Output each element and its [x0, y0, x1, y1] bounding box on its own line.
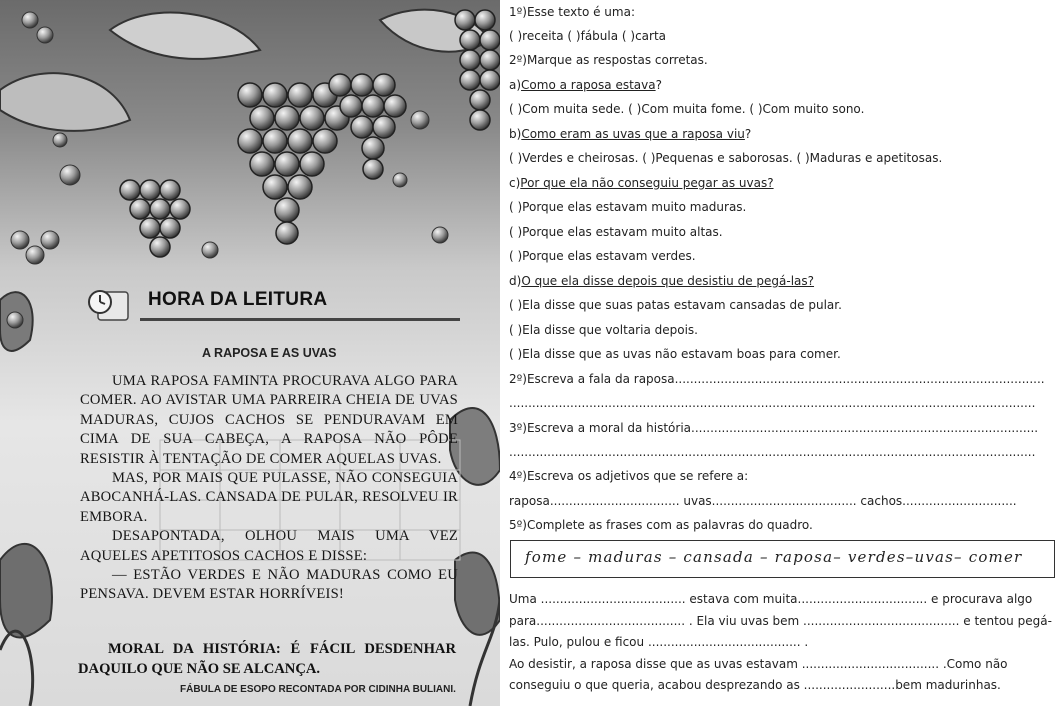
question-2b — [509, 127, 751, 141]
question-2b-options: ( )Verdes e cheirosas. ( )Pequenas e saborosas. ( )Maduras e apetitosas. — [509, 151, 943, 165]
question-2d-prefix: d) — [509, 274, 522, 288]
story-credit: FÁBULA DE ESOPO RECONTADA POR CIDINHA BULIANI. — [180, 684, 456, 695]
word-box-text: fome – maduras – cansada – raposa– verdes–uvas– comer — [525, 548, 1023, 566]
word-box — [510, 540, 1055, 578]
question-2a-options: ( )Com muita sede. ( )Com muita fome. ( )Com muito sono. — [509, 102, 865, 116]
question-3-answer-line: .......................................................................................................................................... — [509, 396, 1036, 410]
fill-in-line-3: las. Pulo, pulou e ficou ........................................ . — [509, 635, 809, 649]
story-moral: MORAL DA HISTÓRIA: É FÁCIL DESDENHAR DAQUILO QUE NÃO SE ALCANÇA. — [78, 641, 456, 677]
fill-in-line-1: Uma ...................................... estava com muita.................................. e procurava algo — [509, 592, 1033, 606]
question-1-options: ( )receita ( )fábula ( )carta — [509, 29, 667, 43]
question-4-answer-line: .......................................................................................................................................... — [509, 445, 1036, 459]
story-text — [80, 372, 458, 605]
worksheet — [500, 0, 1062, 706]
question-2c-option-2: ( )Porque elas estavam muito altas. — [509, 225, 723, 239]
question-3: 2º)Escreva a fala da raposa................................................................................................. — [509, 372, 1045, 386]
question-2: 2º)Marque as respostas corretas. — [509, 53, 708, 67]
story-paragraph-1: UMA RAPOSA FAMINTA PROCURAVA ALGO PARA COMER. AO AVISTAR UMA PARREIRA CHEIA DE UVAS MADURAS, CUJOS CACHOS SE PENDURAVAM EM CIMA DE SUA CABEÇA, A RAPOSA NÃO PÔDE RESISTIR À TENTAÇÃO DE COMER AQUELAS UVAS. — [80, 373, 458, 467]
question-2b-text: Como eram as uvas que a raposa viu — [521, 127, 745, 141]
fill-in-line-2: para....................................... . Ela viu uvas bem ......................................... e tentou pegá- — [509, 614, 1052, 628]
question-2d-option-1: ( )Ela disse que suas patas estavam cansadas de pular. — [509, 298, 842, 312]
question-2c-prefix: c) — [509, 176, 521, 190]
question-2c-option-3: ( )Porque elas estavam verdes. — [509, 249, 696, 263]
section-title-rule — [140, 318, 460, 321]
question-2d — [509, 274, 814, 288]
question-2a-prefix: a) — [509, 78, 522, 92]
question-2d-option-2: ( )Ela disse que voltaria depois. — [509, 323, 698, 337]
question-2a-suffix: ? — [655, 78, 662, 92]
question-5: 4º)Escreva os adjetivos que se refere a: — [509, 469, 749, 483]
question-2a — [509, 78, 662, 92]
question-2b-suffix: ? — [744, 127, 752, 141]
fill-in-line-5: conseguiu o que queria, acabou desprezando as ........................bem madurinhas. — [509, 678, 1001, 692]
section-title: HORA DA LEITURA — [148, 289, 328, 310]
illustrated-page — [0, 0, 500, 706]
question-4: 3º)Escreva a moral da história........................................................................................... — [509, 421, 1039, 435]
clock-icon — [86, 286, 132, 326]
story-paragraph-4: — ESTÃO VERDES E NÃO MADURAS COMO EU PENSAVA. DEVEM ESTAR HORRÍVEIS! — [80, 567, 458, 603]
question-2c-option-1: ( )Porque elas estavam muito maduras. — [509, 200, 747, 214]
question-2c-text: Por que ela não conseguiu pegar as uvas? — [520, 176, 774, 190]
story-paragraph-2: MAS, POR MAIS QUE PULASSE, NÃO CONSEGUIA ABOCANHÁ-LAS. CANSADA DE PULAR, RESOLVEU IR EMBORA. — [80, 470, 458, 525]
question-5-answer-line: raposa.................................. uvas...................................... cachos.............................. — [509, 494, 1017, 508]
fill-in-line-4: Ao desistir, a raposa disse que as uvas estavam .................................... .Como não — [509, 657, 1008, 671]
question-2c — [509, 176, 774, 190]
question-2d-text: O que ela disse depois que desistiu de pegá-las? — [521, 274, 815, 288]
question-6: 5º)Complete as frases com as palavras do quadro. — [509, 518, 813, 532]
story-paragraph-3: DESAPONTADA, OLHOU MAIS UMA VEZ AQUELES APETITOSOS CACHOS E DISSE: — [80, 528, 458, 564]
question-2a-text: Como a raposa estava — [521, 78, 656, 92]
question-1: 1º)Esse texto é uma: — [509, 5, 635, 19]
question-2b-prefix: b) — [509, 127, 522, 141]
story-title: A RAPOSA E AS UVAS — [202, 346, 337, 360]
question-2d-option-3: ( )Ela disse que as uvas não estavam boas para comer. — [509, 347, 841, 361]
